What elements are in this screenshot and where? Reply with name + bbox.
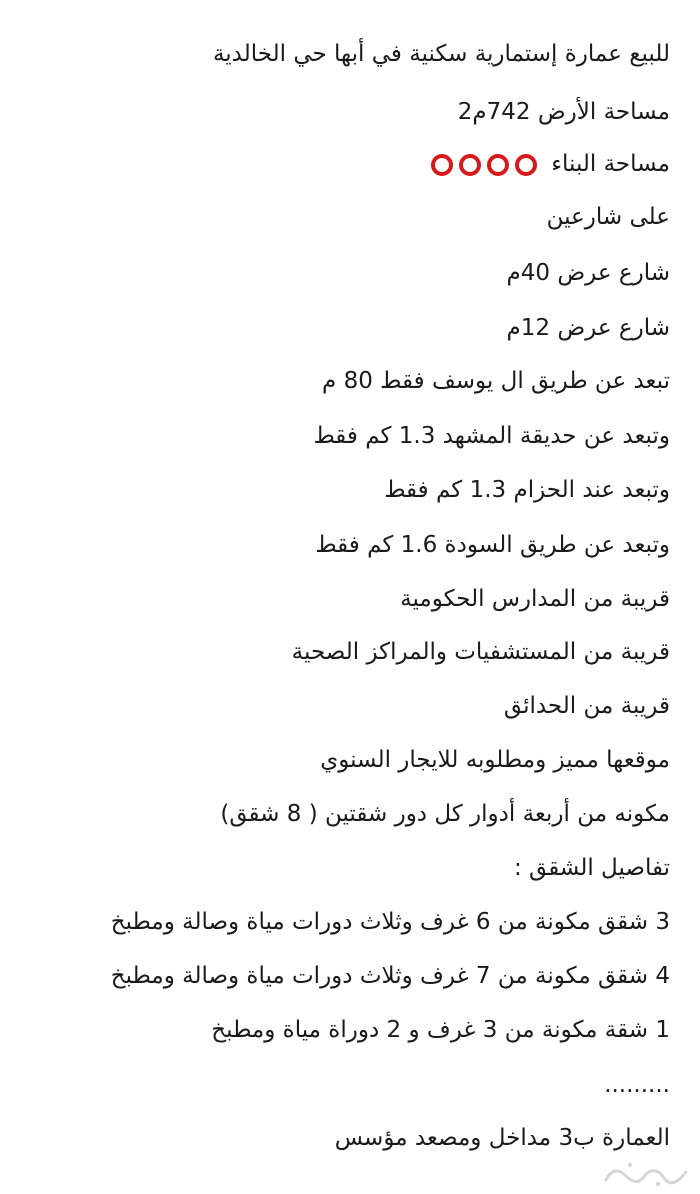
red-circle-icon: [487, 154, 509, 176]
listing-line-near-hospitals: قريبة من المستشفيات والمراكز الصحية: [291, 639, 670, 666]
listing-line-two-streets: على شارعين: [546, 204, 670, 231]
red-circle-icon: [459, 154, 481, 176]
listing-line-apartments-heading: تفاصيل الشقق :: [513, 855, 670, 882]
red-circle-icon: [515, 154, 537, 176]
listing-line-apartments-7-rooms: 4 شقق مكونة من 7 غرف وثلاث دورات مياة وصالة ومطبخ: [110, 963, 670, 990]
listing-line-apartment-3-rooms: 1 شقة مكونة من 3 غرف و 2 دوراة مياة ومطبخ: [211, 1017, 670, 1044]
red-circle-icon: [431, 154, 453, 176]
listing-line-floors: مكونه من أربعة أدوار كل دور شقتين ( 8 شقق): [220, 801, 670, 828]
listing-line-distance-belt: وتبعد عند الحزام 1.3 كم فقط: [384, 477, 670, 504]
listing-line-street-12: شارع عرض 12م: [506, 315, 670, 342]
red-circles-icon: [431, 154, 537, 176]
listing-line-entrances: العمارة ب3 مداخل ومصعد مؤسس: [334, 1125, 670, 1152]
listing-line-apartments-6-rooms: 3 شقق مكونة من 6 غرف وثلاث دورات مياة وصالة ومطبخ: [110, 909, 670, 936]
listing-line-distance-soudah: وتبعد عن طريق السودة 1.6 كم فقط: [315, 532, 670, 559]
listing-line-building-area: مساحة البناء: [20, 136, 670, 194]
listing-line-ellipsis: .........: [604, 1072, 670, 1099]
listing-line-title: للبيع عمارة إستمارية سكنية في أبها حي الخالدية: [212, 41, 670, 68]
listing-line-distance-al-yousef: تبعد عن طريق ال يوسف فقط 80 م: [322, 368, 670, 395]
listing-line-distance-park: وتبعد عن حديقة المشهد 1.3 كم فقط: [313, 423, 670, 450]
listing-line-near-schools: قريبة من المدارس الحكومية: [400, 586, 670, 613]
listing-line-near-parks: قريبة من الحدائق: [503, 693, 670, 720]
haraj-logo-watermark: [600, 1156, 690, 1190]
haraj-logo-icon: [600, 1156, 690, 1190]
listing-line-location: موقعها مميز ومطلوبه للايجار السنوي: [320, 747, 670, 774]
listing-line-street-40: شارع عرض 40م: [506, 260, 670, 287]
listing-line-land-area: مساحة الأرض 742م2: [457, 99, 670, 126]
